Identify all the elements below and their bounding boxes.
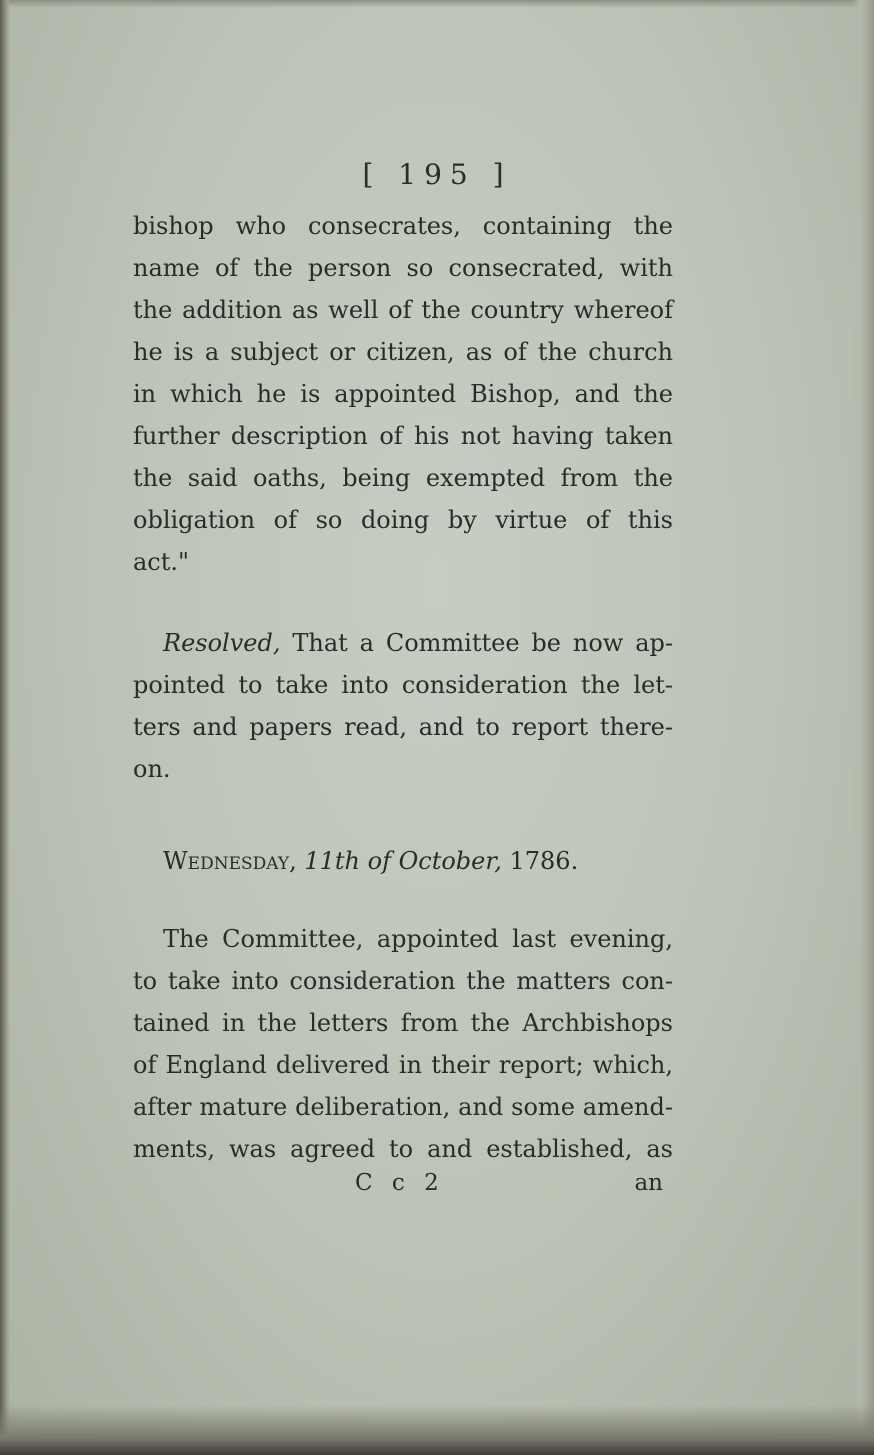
text-line: act." — [133, 548, 190, 576]
page-edge-left — [0, 0, 10, 1455]
text-line: obligation of so doing by virtue of this — [133, 506, 673, 534]
text-line: on. — [133, 755, 171, 783]
text-line: after mature deliberation, and some amend- — [133, 1093, 673, 1121]
catchword: an — [634, 1170, 663, 1196]
dateline — [133, 840, 673, 882]
text-line: to take into consideration the matters con- — [133, 967, 673, 995]
page-number: [ 195 ] — [362, 158, 512, 191]
page-edge-bottom — [0, 1405, 874, 1455]
page-footer — [133, 1170, 663, 1200]
text-line: ments, was agreed to and established, as — [133, 1135, 673, 1163]
text-line: the said oaths, being exempted from the — [133, 464, 673, 492]
text-line: pointed to take into consideration the let- — [133, 671, 673, 699]
text-line: name of the person so consecrated, with — [133, 254, 673, 282]
text-line: the addition as well of the country whereof — [133, 296, 673, 324]
text-line — [133, 622, 673, 664]
dateline-day: Wednesday, — [163, 847, 297, 875]
signature-mark: C c 2 — [355, 1170, 445, 1196]
dateline-text — [133, 840, 673, 882]
paragraph-oath-clause — [133, 205, 673, 583]
text-line: tained in the letters from the Archbishops — [133, 1009, 673, 1037]
text-line: ters and papers read, and to report there- — [133, 713, 673, 741]
page-edge-top — [0, 0, 874, 8]
page-edge-right — [852, 0, 874, 1455]
text-line: he is a subject or citizen, as of the church — [133, 338, 673, 366]
paragraph-committee-report — [133, 918, 673, 1170]
text-line: in which he is appointed Bishop, and the — [133, 380, 673, 408]
resolved-word: Resolved, — [163, 629, 281, 657]
paragraph-resolution — [133, 622, 673, 790]
text-line: The Committee, appointed last evening, — [163, 925, 673, 953]
text-line: further description of his not having taken — [133, 422, 673, 450]
dateline-year: 1786. — [509, 847, 579, 875]
text-line: bishop who consecrates, containing the — [133, 212, 673, 240]
resolution-first-line: That a Committee be now ap- — [280, 629, 673, 657]
dateline-date: 11th of October, — [304, 847, 502, 875]
text-line: of England delivered in their report; which, — [133, 1051, 673, 1079]
